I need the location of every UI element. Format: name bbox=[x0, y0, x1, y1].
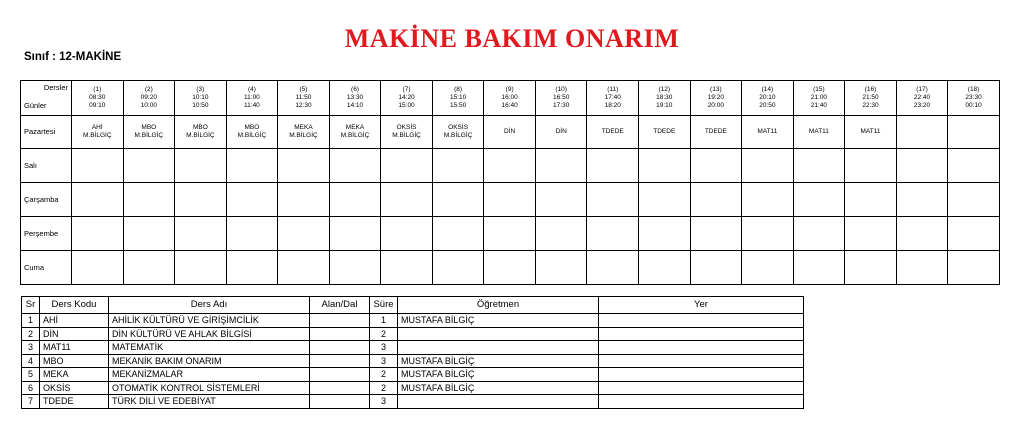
period-start: 16:00 bbox=[501, 94, 518, 101]
period-header bbox=[484, 81, 536, 116]
schedule-cell bbox=[845, 183, 897, 217]
schedule-cell bbox=[948, 217, 1000, 251]
schedule-cell bbox=[175, 251, 227, 285]
course-yer bbox=[599, 395, 804, 409]
course-name: MATEMATİK bbox=[109, 341, 310, 355]
schedule-cell bbox=[278, 183, 330, 217]
course-sr: 3 bbox=[22, 341, 40, 355]
period-start: 15:10 bbox=[449, 94, 467, 101]
schedule-cell bbox=[72, 149, 124, 183]
course-yer bbox=[599, 341, 804, 355]
course-code: AHİ bbox=[40, 314, 109, 328]
period-no: (16) bbox=[864, 86, 877, 93]
period-no: (9) bbox=[505, 86, 514, 93]
schedule-cell bbox=[329, 251, 381, 285]
course-name: DİN KÜLTÜRÜ VE AHLAK BİLGİSİ bbox=[109, 327, 310, 341]
course-teacher: MUSTAFA BİLGİÇ bbox=[398, 354, 599, 368]
schedule-cell bbox=[381, 251, 433, 285]
period-end: 18:20 bbox=[604, 102, 621, 109]
schedule-cell bbox=[329, 116, 381, 149]
course-alan bbox=[310, 314, 370, 328]
schedule-cell bbox=[432, 217, 484, 251]
period-header bbox=[123, 81, 175, 116]
corner-gunler-label: Günler bbox=[24, 101, 47, 110]
course-code: DİN bbox=[40, 327, 109, 341]
period-header bbox=[381, 81, 433, 116]
header-sr: Sr bbox=[22, 297, 40, 314]
schedule-cell bbox=[948, 183, 1000, 217]
schedule-cell bbox=[484, 251, 536, 285]
day-row bbox=[21, 116, 1000, 149]
cell-teacher: M.BİLGİÇ bbox=[392, 132, 421, 139]
course-sr: 1 bbox=[22, 314, 40, 328]
period-end: 17:30 bbox=[553, 102, 570, 109]
schedule-cell bbox=[175, 183, 227, 217]
period-end: 23:20 bbox=[913, 102, 931, 109]
period-no: (3) bbox=[196, 86, 205, 93]
schedule-cell bbox=[484, 217, 536, 251]
weekly-schedule-table bbox=[20, 80, 1000, 285]
course-teacher bbox=[398, 327, 599, 341]
cell-teacher: M.BİLGİÇ bbox=[443, 132, 473, 139]
cell-course-code: MAT11 bbox=[860, 128, 881, 135]
course-alan bbox=[310, 395, 370, 409]
period-start: 11:00 bbox=[244, 94, 260, 101]
table-row bbox=[22, 327, 804, 341]
schedule-cell bbox=[587, 217, 639, 251]
header-name: Ders Adı bbox=[109, 297, 310, 314]
period-start: 16:50 bbox=[553, 94, 570, 101]
schedule-cell bbox=[123, 217, 175, 251]
period-end: 20:50 bbox=[759, 102, 776, 109]
course-code: OKSİS bbox=[40, 381, 109, 395]
period-end: 10:00 bbox=[140, 102, 157, 109]
schedule-cell bbox=[72, 116, 124, 149]
period-end: 11:40 bbox=[244, 102, 260, 109]
period-start: 09:20 bbox=[140, 94, 157, 101]
cell-course-code: TDEDE bbox=[601, 128, 624, 135]
schedule-cell bbox=[896, 251, 948, 285]
period-no: (11) bbox=[607, 86, 619, 93]
period-end: 12:30 bbox=[295, 102, 312, 109]
course-sr: 2 bbox=[22, 327, 40, 341]
period-no: (17) bbox=[916, 86, 928, 93]
period-no: (8) bbox=[454, 86, 463, 93]
cell-course-code: OKSİS bbox=[396, 124, 417, 131]
period-start: 17:40 bbox=[604, 94, 621, 101]
schedule-cell bbox=[226, 251, 278, 285]
schedule-cell bbox=[72, 183, 124, 217]
course-name: MEKANİK BAKIM ONARIM bbox=[109, 354, 310, 368]
schedule-cell bbox=[226, 149, 278, 183]
period-end: 00:10 bbox=[965, 102, 982, 109]
period-no: (18) bbox=[967, 86, 980, 93]
course-name: OTOMATİK KONTROL SİSTEMLERİ bbox=[109, 381, 310, 395]
schedule-cell bbox=[587, 251, 639, 285]
cell-course-code: MEKA bbox=[345, 124, 365, 131]
schedule-cell bbox=[690, 251, 742, 285]
header-yer: Yer bbox=[599, 297, 804, 314]
schedule-cell bbox=[896, 116, 948, 149]
period-start: 14:20 bbox=[398, 94, 415, 101]
schedule-cell bbox=[226, 183, 278, 217]
schedule-cell bbox=[226, 116, 278, 149]
course-code: MBO bbox=[40, 354, 109, 368]
course-alan bbox=[310, 381, 370, 395]
schedule-cell bbox=[793, 217, 845, 251]
cell-course-code: DİN bbox=[555, 128, 567, 135]
schedule-cell bbox=[948, 116, 1000, 149]
header-code: Ders Kodu bbox=[40, 297, 109, 314]
cell-course-code: TDEDE bbox=[653, 128, 676, 135]
period-header bbox=[432, 81, 484, 116]
cell-teacher: M.BİLGİÇ bbox=[340, 132, 370, 139]
course-teacher: MUSTAFA BİLGİÇ bbox=[398, 368, 599, 382]
cell-course-code: MBO bbox=[244, 124, 260, 131]
schedule-cell bbox=[484, 183, 536, 217]
schedule-cell bbox=[896, 217, 948, 251]
schedule-cell bbox=[845, 149, 897, 183]
table-row bbox=[22, 354, 804, 368]
period-start: 21:00 bbox=[810, 94, 828, 101]
course-teacher: MUSTAFA BİLGİÇ bbox=[398, 381, 599, 395]
course-sr: 5 bbox=[22, 368, 40, 382]
class-label: Sınıf : 12-MAKİNE bbox=[24, 51, 122, 63]
course-code: TDEDE bbox=[40, 395, 109, 409]
course-yer bbox=[599, 354, 804, 368]
period-header bbox=[948, 81, 1000, 116]
course-alan bbox=[310, 327, 370, 341]
period-start: 11:50 bbox=[295, 94, 312, 101]
period-header bbox=[587, 81, 639, 116]
schedule-cell bbox=[793, 183, 845, 217]
schedule-cell bbox=[793, 149, 845, 183]
period-header bbox=[329, 81, 381, 116]
schedule-cell bbox=[948, 149, 1000, 183]
schedule-cell bbox=[329, 149, 381, 183]
schedule-cell bbox=[742, 251, 794, 285]
schedule-cell bbox=[639, 149, 691, 183]
table-row bbox=[22, 368, 804, 382]
period-header bbox=[793, 81, 845, 116]
period-end: 22:30 bbox=[862, 102, 879, 109]
period-end: 14:10 bbox=[346, 102, 364, 109]
course-alan bbox=[310, 354, 370, 368]
course-list-table bbox=[21, 296, 804, 409]
cell-teacher: M.BİLGİÇ bbox=[186, 132, 215, 139]
schedule-cell bbox=[123, 149, 175, 183]
schedule-cell bbox=[123, 183, 175, 217]
schedule-cell bbox=[329, 183, 381, 217]
schedule-cell bbox=[175, 149, 227, 183]
schedule-cell bbox=[690, 183, 742, 217]
period-end: 15:00 bbox=[398, 102, 415, 109]
day-row bbox=[21, 251, 1000, 285]
schedule-cell bbox=[175, 116, 227, 149]
period-no: (7) bbox=[402, 86, 411, 93]
period-header bbox=[226, 81, 278, 116]
schedule-cell bbox=[329, 217, 381, 251]
cell-teacher: M.BİLGİÇ bbox=[134, 132, 164, 139]
period-header bbox=[535, 81, 587, 116]
cell-teacher: M.BİLGİÇ bbox=[237, 132, 267, 139]
period-end: 19:10 bbox=[656, 102, 673, 109]
period-start: 13:30 bbox=[346, 94, 364, 101]
period-no: (10) bbox=[555, 86, 567, 93]
schedule-cell bbox=[742, 116, 794, 149]
schedule-cell bbox=[535, 251, 587, 285]
cell-course-code: MBO bbox=[141, 124, 157, 131]
period-no: (15) bbox=[813, 86, 825, 93]
day-name: Salı bbox=[21, 149, 72, 183]
header-teacher: Öğretmen bbox=[398, 297, 599, 314]
day-row bbox=[21, 149, 1000, 183]
schedule-cell bbox=[587, 149, 639, 183]
period-no: (2) bbox=[144, 86, 153, 93]
period-header bbox=[690, 81, 742, 116]
period-no: (14) bbox=[761, 86, 774, 93]
cell-teacher: M.BİLGİÇ bbox=[83, 132, 112, 139]
schedule-cell bbox=[639, 183, 691, 217]
period-end: 21:40 bbox=[810, 102, 828, 109]
period-end: 10:50 bbox=[192, 102, 209, 109]
course-sr: 4 bbox=[22, 354, 40, 368]
course-sure: 2 bbox=[370, 381, 398, 395]
schedule-cell bbox=[72, 251, 124, 285]
course-yer bbox=[599, 327, 804, 341]
schedule-cell bbox=[948, 251, 1000, 285]
period-start: 18:30 bbox=[656, 94, 673, 101]
schedule-cell bbox=[690, 116, 742, 149]
course-yer bbox=[599, 368, 804, 382]
schedule-header-row bbox=[21, 81, 1000, 116]
schedule-cell bbox=[690, 149, 742, 183]
period-header bbox=[742, 81, 794, 116]
table-row bbox=[22, 341, 804, 355]
course-alan bbox=[310, 368, 370, 382]
schedule-cell bbox=[535, 217, 587, 251]
schedule-cell bbox=[432, 149, 484, 183]
schedule-corner bbox=[21, 81, 72, 116]
schedule-cell bbox=[639, 116, 691, 149]
period-header bbox=[72, 81, 124, 116]
cell-course-code: MBO bbox=[192, 124, 208, 131]
period-header bbox=[896, 81, 948, 116]
cell-course-code: TDEDE bbox=[704, 128, 727, 135]
day-name: Perşembe bbox=[21, 217, 72, 251]
schedule-cell bbox=[123, 251, 175, 285]
schedule-cell bbox=[845, 116, 897, 149]
schedule-cell bbox=[123, 116, 175, 149]
schedule-cell bbox=[742, 183, 794, 217]
period-start: 23:30 bbox=[965, 94, 982, 101]
schedule-cell bbox=[639, 217, 691, 251]
period-end: 09:10 bbox=[89, 102, 106, 109]
cell-course-code: MAT11 bbox=[757, 128, 778, 135]
schedule-cell bbox=[793, 116, 845, 149]
course-teacher: MUSTAFA BİLGİÇ bbox=[398, 314, 599, 328]
schedule-cell bbox=[484, 116, 536, 149]
header-alan: Alan/Dal bbox=[310, 297, 370, 314]
schedule-cell bbox=[226, 217, 278, 251]
page-title: MAKİNE BAKIM ONARIM bbox=[344, 24, 680, 53]
schedule-cell bbox=[484, 149, 536, 183]
schedule-cell bbox=[896, 183, 948, 217]
cell-course-code: AHİ bbox=[91, 124, 103, 131]
course-name: AHİLİK KÜLTÜRÜ VE GİRİŞİMCİLİK bbox=[109, 314, 310, 328]
period-header bbox=[175, 81, 227, 116]
period-no: (4) bbox=[247, 86, 256, 93]
course-sr: 7 bbox=[22, 395, 40, 409]
schedule-cell bbox=[278, 149, 330, 183]
course-sure: 2 bbox=[370, 327, 398, 341]
period-start: 08:30 bbox=[89, 94, 106, 101]
period-header bbox=[278, 81, 330, 116]
schedule-cell bbox=[535, 116, 587, 149]
cell-course-code: DİN bbox=[504, 128, 516, 135]
schedule-cell bbox=[278, 116, 330, 149]
period-end: 15:50 bbox=[449, 102, 467, 109]
course-alan bbox=[310, 341, 370, 355]
course-table-header bbox=[22, 297, 804, 314]
table-row bbox=[22, 395, 804, 409]
day-name: Cuma bbox=[21, 251, 72, 285]
course-sure: 1 bbox=[370, 314, 398, 328]
course-teacher bbox=[398, 395, 599, 409]
schedule-cell bbox=[278, 217, 330, 251]
cell-course-code: OKSİS bbox=[448, 124, 469, 131]
schedule-cell bbox=[432, 251, 484, 285]
course-yer bbox=[599, 314, 804, 328]
schedule-cell bbox=[381, 183, 433, 217]
cell-course-code: MAT11 bbox=[808, 128, 829, 135]
schedule-cell bbox=[535, 149, 587, 183]
course-sure: 2 bbox=[370, 368, 398, 382]
schedule-cell bbox=[845, 251, 897, 285]
schedule-cell bbox=[72, 217, 124, 251]
header-sure: Süre bbox=[370, 297, 398, 314]
day-name: Pazartesi bbox=[21, 116, 72, 149]
period-start: 19:20 bbox=[707, 94, 724, 101]
schedule-cell bbox=[175, 217, 227, 251]
course-code: MAT11 bbox=[40, 341, 109, 355]
schedule-cell bbox=[896, 149, 948, 183]
period-no: (1) bbox=[93, 86, 102, 93]
schedule-cell bbox=[381, 116, 433, 149]
day-row bbox=[21, 183, 1000, 217]
schedule-cell bbox=[432, 183, 484, 217]
schedule-cell bbox=[690, 217, 742, 251]
schedule-cell bbox=[742, 217, 794, 251]
schedule-cell bbox=[278, 251, 330, 285]
course-name: TÜRK DİLİ VE EDEBİYAT bbox=[109, 395, 310, 409]
period-start: 22:40 bbox=[913, 94, 931, 101]
period-start: 10:10 bbox=[192, 94, 209, 101]
course-sure: 3 bbox=[370, 341, 398, 355]
schedule-cell bbox=[587, 183, 639, 217]
course-sure: 3 bbox=[370, 395, 398, 409]
course-teacher bbox=[398, 341, 599, 355]
table-row bbox=[22, 314, 804, 328]
period-start: 20:10 bbox=[759, 94, 776, 101]
period-end: 16:40 bbox=[501, 102, 518, 109]
day-row bbox=[21, 217, 1000, 251]
cell-course-code: MEKA bbox=[294, 124, 313, 131]
course-sr: 6 bbox=[22, 381, 40, 395]
schedule-cell bbox=[742, 149, 794, 183]
course-yer bbox=[599, 381, 804, 395]
table-row bbox=[22, 381, 804, 395]
period-no: (5) bbox=[299, 86, 308, 93]
corner-dersler-label: Dersler bbox=[43, 83, 68, 92]
schedule-cell bbox=[381, 149, 433, 183]
period-no: (13) bbox=[710, 86, 722, 93]
period-header bbox=[845, 81, 897, 116]
course-code: MEKA bbox=[40, 368, 109, 382]
schedule-cell bbox=[432, 116, 484, 149]
schedule-cell bbox=[381, 217, 433, 251]
period-end: 20:00 bbox=[707, 102, 724, 109]
period-no: (6) bbox=[351, 86, 359, 93]
period-no: (12) bbox=[658, 86, 671, 93]
course-name: MEKANİZMALAR bbox=[109, 368, 310, 382]
schedule-cell bbox=[793, 251, 845, 285]
cell-teacher: M.BİLGİÇ bbox=[289, 132, 318, 139]
schedule-cell bbox=[535, 183, 587, 217]
schedule-cell bbox=[845, 217, 897, 251]
schedule-cell bbox=[639, 251, 691, 285]
course-sure: 3 bbox=[370, 354, 398, 368]
schedule-cell bbox=[587, 116, 639, 149]
day-name: Çarşamba bbox=[21, 183, 72, 217]
period-header bbox=[639, 81, 691, 116]
period-start: 21:50 bbox=[862, 94, 879, 101]
